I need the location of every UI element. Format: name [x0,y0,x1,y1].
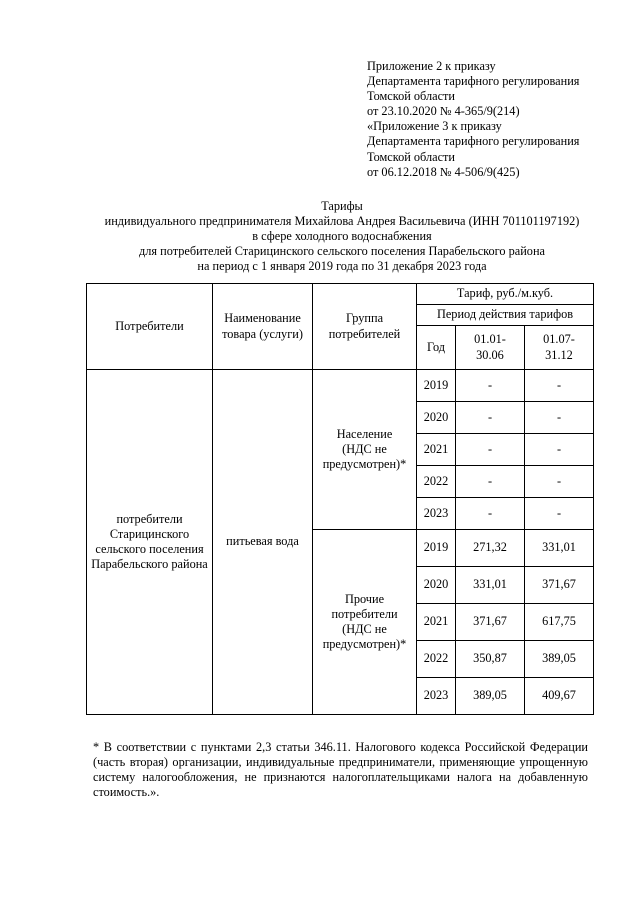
tariff-second-half-cell: 409,67 [525,678,594,715]
tariff-second-half-cell: 617,75 [525,604,594,641]
year-cell: 2019 [417,370,456,402]
tariff-second-half-cell: - [525,402,594,434]
tariff-second-half-cell: 331,01 [525,530,594,567]
header-group: Группа потребителей [313,284,417,370]
tariff-second-half-cell: - [525,498,594,530]
consumer-group-cell: Прочие потребители (НДС не предусмотрен)* [313,530,417,715]
header-line: Томской области [367,149,455,164]
header-line: Приложение 2 к приказу [367,59,496,73]
header-product: Наименование товара (услуги) [213,284,313,370]
year-cell: 2020 [417,402,456,434]
year-cell: 2023 [417,678,456,715]
title-line: на период с 1 января 2019 года по 31 декабря 2023 года [197,259,487,274]
title-line: в сфере холодного водоснабжения [252,229,432,244]
title-line: для потребителей Старицинского сельского поселения Парабельского района [139,244,545,259]
consumer-cell: потребители Старицинского сельского поселения Парабельского района [87,370,213,715]
order-appendix-header [367,59,629,180]
header-line: от 23.10.2020 № 4-365/9(214) [367,104,520,119]
product-cell: питьевая вода [213,370,313,715]
title-line: индивидуального предпринимателя Михайлова Андрея Васильевича (ИНН 701101197192) [104,214,580,229]
tariff-first-half-cell: 389,05 [456,678,525,715]
header-period-second-half: 01.07- 31.12 [525,326,594,370]
tariff-second-half-cell: 371,67 [525,567,594,604]
tariff-first-half-cell: - [456,434,525,466]
header-line: Департамента тарифного регулирования [367,134,580,149]
footnote: * В соответствии с пунктами 2,3 статьи 346.11. Налогового кодекса Российской Федерации (часть вторая) организации, индивидуальные предприниматели, применяющие упрощенную систему налогообложения, не признаются налогоплательщиками налога на добавленную стоимость.». [93,740,588,800]
tariff-second-half-cell: - [525,434,594,466]
header-consumers: Потребители [87,284,213,370]
table-row [87,370,594,402]
tariff-first-half-cell: - [456,370,525,402]
header-year: Год [417,326,456,370]
tariff-first-half-cell: 350,87 [456,641,525,678]
header-line: Томской области [367,89,455,104]
tariff-first-half-cell: 371,67 [456,604,525,641]
tariff-table [86,283,594,715]
year-cell: 2021 [417,604,456,641]
header-period-first-half: 01.01- 30.06 [456,326,525,370]
tariff-first-half-cell: 331,01 [456,567,525,604]
tariff-first-half-cell: 271,32 [456,530,525,567]
year-cell: 2022 [417,641,456,678]
tariff-second-half-cell: - [525,370,594,402]
document-title [40,199,640,274]
year-cell: 2019 [417,530,456,567]
year-cell: 2023 [417,498,456,530]
tariff-second-half-cell: - [525,466,594,498]
header-line: от 06.12.2018 № 4-506/9(425) [367,164,520,179]
tariff-first-half-cell: - [456,466,525,498]
tariff-first-half-cell: - [456,498,525,530]
consumer-group-cell: Население (НДС не предусмотрен)* [313,370,417,530]
header-line: «Приложение 3 к приказу [367,119,502,134]
header-period: Период действия тарифов [417,305,594,326]
year-cell: 2022 [417,466,456,498]
title-line: Тарифы [321,199,363,213]
year-cell: 2020 [417,567,456,604]
tariff-first-half-cell: - [456,402,525,434]
table-header-row [87,284,594,305]
header-tariff: Тариф, руб./м.куб. [417,284,594,305]
year-cell: 2021 [417,434,456,466]
tariff-second-half-cell: 389,05 [525,641,594,678]
header-line: Департамента тарифного регулирования [367,74,580,89]
